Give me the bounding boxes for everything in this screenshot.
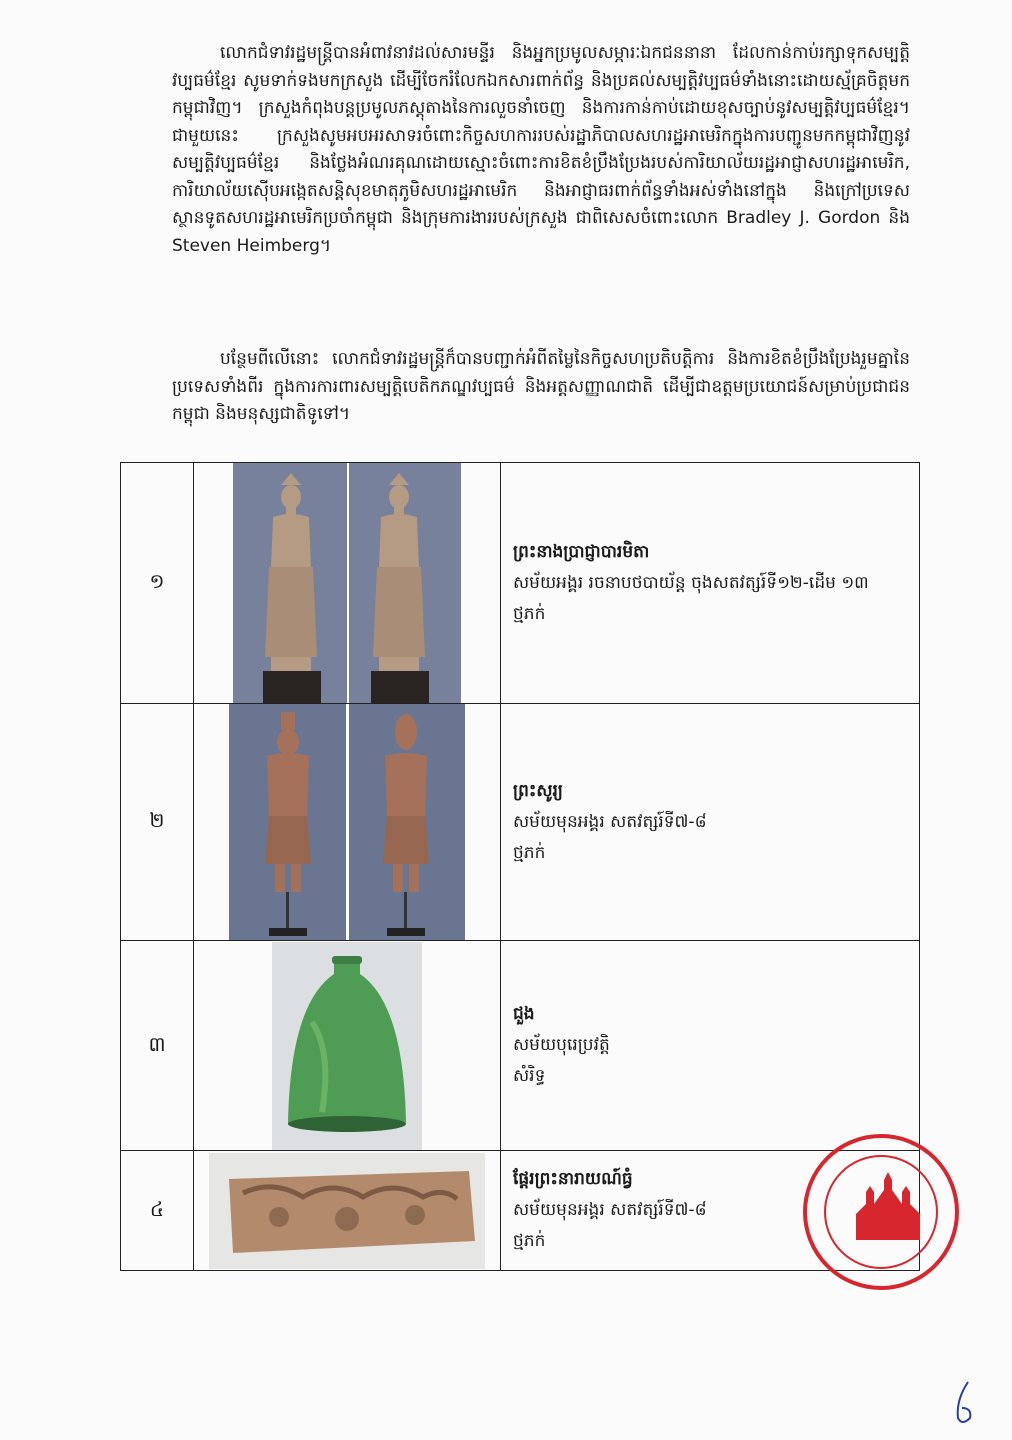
item-description	[501, 463, 920, 704]
item-number: ១	[121, 463, 194, 704]
statue-surya-image	[229, 704, 465, 940]
item-name: ព្រះសូរ្យ	[513, 780, 563, 801]
item-name: ផ្តែរព្រះនារាយណ៍ធ្វំ	[513, 1169, 633, 1189]
item-period: សម័យមុនអង្គរ សតវត្សរ៍ទី៧-៨	[513, 1200, 707, 1220]
item-description	[501, 941, 920, 1151]
item-description	[501, 704, 920, 941]
item-period: សម័យអង្គរ រចនាបថបាយ័ន្ត ចុងសតវត្សរ៍ទី១២-ដើម ១៣	[513, 572, 869, 593]
table-row	[121, 941, 920, 1151]
item-material: សំរិទ្ធ	[513, 1066, 546, 1086]
item-photo-cell	[194, 704, 501, 941]
statue-goddess-image	[233, 463, 461, 703]
bronze-bell-image	[272, 942, 422, 1150]
item-name: ជួង	[513, 1004, 535, 1024]
item-number: ៣	[121, 941, 194, 1151]
item-period: សម័យបុរេប្រវត្តិ	[513, 1035, 610, 1055]
item-photo-cell	[194, 1151, 501, 1271]
item-name: ព្រះនាងប្រាជ្ញាបារមិតា	[513, 541, 650, 562]
table-row	[121, 463, 920, 704]
item-photo-cell	[194, 463, 501, 704]
page-number	[950, 1378, 980, 1428]
item-material: ថ្មភក់	[513, 1231, 546, 1251]
intro-paragraph: លោកជំទាវរដ្ឋមន្ត្រីបានអំពាវនាវដល់សារមន្ទីរ និងអ្នកប្រមូលសម្ភារៈឯកជននានា ដែលកាន់កាប់រក្សាទុកសម្បត្តិវប្បធម៌ខ្មែរ សូមទាក់ទងមកក្រសួង ដើម្បីចែករំលែកឯកសារពាក់ព័ន្ធ និងប្រគល់សម្បត្តិវប្បធម៌ទាំងនោះដោយស្ម័គ្រចិត្តមកកម្ពុជាវិញ។ ក្រសួងកំពុងបន្តប្រមូលភស្តុតាងនៃការលួចនាំចេញ និងការកាន់កាប់ដោយខុសច្បាប់នូវសម្បត្តិវប្បធម៌ខ្មែរ។ ជាមួយនេះ ក្រសួងសូមអបអរសាទរចំពោះកិច្ចសហការរបស់រដ្ឋាភិបាលសហរដ្ឋអាមេរិកក្នុងការបញ្ជូនមកកម្ពុជាវិញនូវសម្បត្តិវប្បធម៌ខ្មែរ និងថ្លែងអំណរគុណដោយស្មោះចំពោះការខិតខំប្រឹងប្រែងរបស់ការិយាល័យរដ្ឋអាជ្ញាសហរដ្ឋអាមេរិក, ការិយាល័យស៊ើបអង្កេតសន្តិសុខមាតុភូមិសហរដ្ឋអាមេរិក និងអាជ្ញាធរពាក់ព័ន្ធទាំងអស់ទាំងនៅក្នុង និងក្រៅប្រទេស ស្ថានទូតសហរដ្ឋអាមេរិកប្រចាំកម្ពុជា និងក្រុមការងាររបស់ក្រសួង ជាពិសេសចំពោះលោក Bradley J. Gordon និង Steven Heimberg។	[172, 43, 910, 256]
official-stamp	[776, 1132, 986, 1292]
closing-paragraph: បន្ថែមពីលើនោះ លោកជំទាវរដ្ឋមន្ត្រីក៏បានបញ្ជាក់អំពីតម្លៃនៃកិច្ចសហប្រតិបត្តិការ និងការខិតខំប្រឹងប្រែងរួមគ្នានៃប្រទេសទាំងពីរ ក្នុងការការពារសម្បត្តិបេតិកភណ្ឌវប្បធម៌ និងអត្តសញ្ញាណជាតិ ដើម្បីជាឧត្តមប្រយោជន៍សម្រាប់ប្រជាជនកម្ពុជា និងមនុស្សជាតិទូទៅ។	[172, 349, 910, 424]
item-number: ២	[121, 704, 194, 941]
lintel-image	[209, 1153, 485, 1269]
table-row	[121, 704, 920, 941]
item-material: ថ្មភក់	[513, 842, 546, 863]
item-material: ថ្មភក់	[513, 603, 546, 624]
item-period: សម័យមុនអង្គរ សតវត្សរ៍ទី៧-៨	[513, 811, 707, 832]
item-number: ៤	[121, 1151, 194, 1271]
item-photo-cell	[194, 941, 501, 1151]
